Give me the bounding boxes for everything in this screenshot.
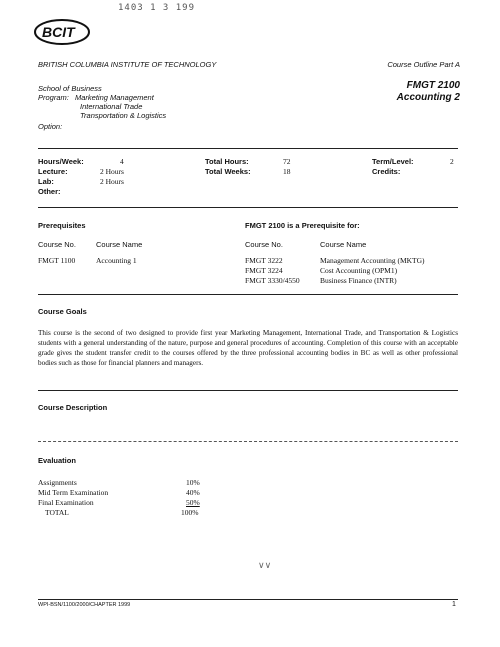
divider xyxy=(38,148,458,149)
prerequisite-for-heading: FMGT 2100 is a Prerequisite for: xyxy=(245,221,360,230)
course-title: Accounting 2 xyxy=(396,92,460,103)
prereq-for-row-1-no: FMGT 3222 xyxy=(245,256,283,265)
prereq-row-no: FMGT 1100 xyxy=(38,256,76,265)
lab-label: Lab: xyxy=(38,177,54,186)
prereq-col-no: Course No. xyxy=(38,240,76,249)
term-label: Term/Level: xyxy=(372,157,414,166)
divider xyxy=(38,390,458,391)
eval-row-value: 10% xyxy=(186,478,200,487)
total-weeks-value: 18 xyxy=(283,167,291,176)
program-3: Transportation & Logistics xyxy=(80,111,167,120)
prerequisites-heading: Prerequisites xyxy=(38,221,86,230)
hours-week-value: 4 xyxy=(120,157,124,166)
divider xyxy=(38,294,458,295)
institute-name: BRITISH COLUMBIA INSTITUTE OF TECHNOLOGY xyxy=(38,60,217,69)
hours-week-label: Hours/Week: xyxy=(38,157,84,166)
credits-label: Credits: xyxy=(372,167,401,176)
course-description-heading: Course Description xyxy=(38,403,108,412)
bcit-logo xyxy=(32,18,90,48)
handwritten-mark: ∨∨ xyxy=(258,560,272,570)
footer-path: WPI-BSN/1100/2000/CHAPTER 1999 xyxy=(38,602,131,608)
prereq-for-row-2-name: Cost Accounting (OPM1) xyxy=(320,266,398,275)
prereq-for-col-name: Course Name xyxy=(320,240,367,249)
prereq-col-name: Course Name xyxy=(96,240,143,249)
term-value: 2 xyxy=(450,157,454,166)
total-hours-label: Total Hours: xyxy=(205,157,249,166)
course-code: FMGT 2100 xyxy=(406,80,460,91)
lecture-label: Lecture: xyxy=(38,167,68,176)
eval-row-value: 40% xyxy=(186,488,200,497)
program-2: International Trade xyxy=(80,102,143,111)
other-label: Other: xyxy=(38,187,61,196)
logo-text: BCIT xyxy=(42,24,75,40)
lab-value: 2 Hours xyxy=(100,177,124,186)
footer-rule xyxy=(38,599,458,600)
divider xyxy=(38,207,458,208)
evaluation-heading: Evaluation xyxy=(38,456,76,465)
prereq-row-name: Accounting 1 xyxy=(96,256,137,265)
program-1: Marketing Management xyxy=(75,93,154,102)
eval-row-label: Final Examination xyxy=(38,498,94,507)
page-number: 1 xyxy=(452,601,456,608)
prereq-for-row-3-name: Business Finance (INTR) xyxy=(320,276,397,285)
eval-row-label: Assignments xyxy=(38,478,77,487)
eval-row-value: 50% xyxy=(186,498,200,507)
prereq-for-row-3-no: FMGT 3330/4550 xyxy=(245,276,300,285)
eval-total-label: TOTAL xyxy=(45,508,69,517)
prereq-for-col-no: Course No. xyxy=(245,240,283,249)
eval-total-value: 100% xyxy=(181,508,199,517)
prereq-for-row-1-name: Management Accounting (MKTG) xyxy=(320,256,425,265)
school-name: School of Business xyxy=(38,84,102,93)
option-label: Option: xyxy=(38,122,63,131)
total-weeks-label: Total Weeks: xyxy=(205,167,251,176)
divider xyxy=(38,441,458,442)
course-goals-heading: Course Goals xyxy=(38,307,87,316)
lecture-value: 2 Hours xyxy=(100,167,124,176)
prereq-for-row-2-no: FMGT 3224 xyxy=(245,266,283,275)
document-type: Course Outline Part A xyxy=(387,60,460,69)
eval-row-label: Mid Term Examination xyxy=(38,488,109,497)
course-goals-text: This course is the second of two designed to provide first year Marketing Management, International Trade, and Transportation & Logistics students with a general understanding of the nature, purpose and general procedures of accounting. Completion of this course with an acceptable grade gives the student transfer credit to the courses offered by the three professional accounting bodies in BC as well as other professional bodies such as those for financial planners and managers. xyxy=(38,329,458,367)
total-hours-value: 72 xyxy=(283,157,291,166)
date-stamp: 1403 1 3 199 xyxy=(118,3,196,13)
program-label: Program: xyxy=(38,93,69,102)
